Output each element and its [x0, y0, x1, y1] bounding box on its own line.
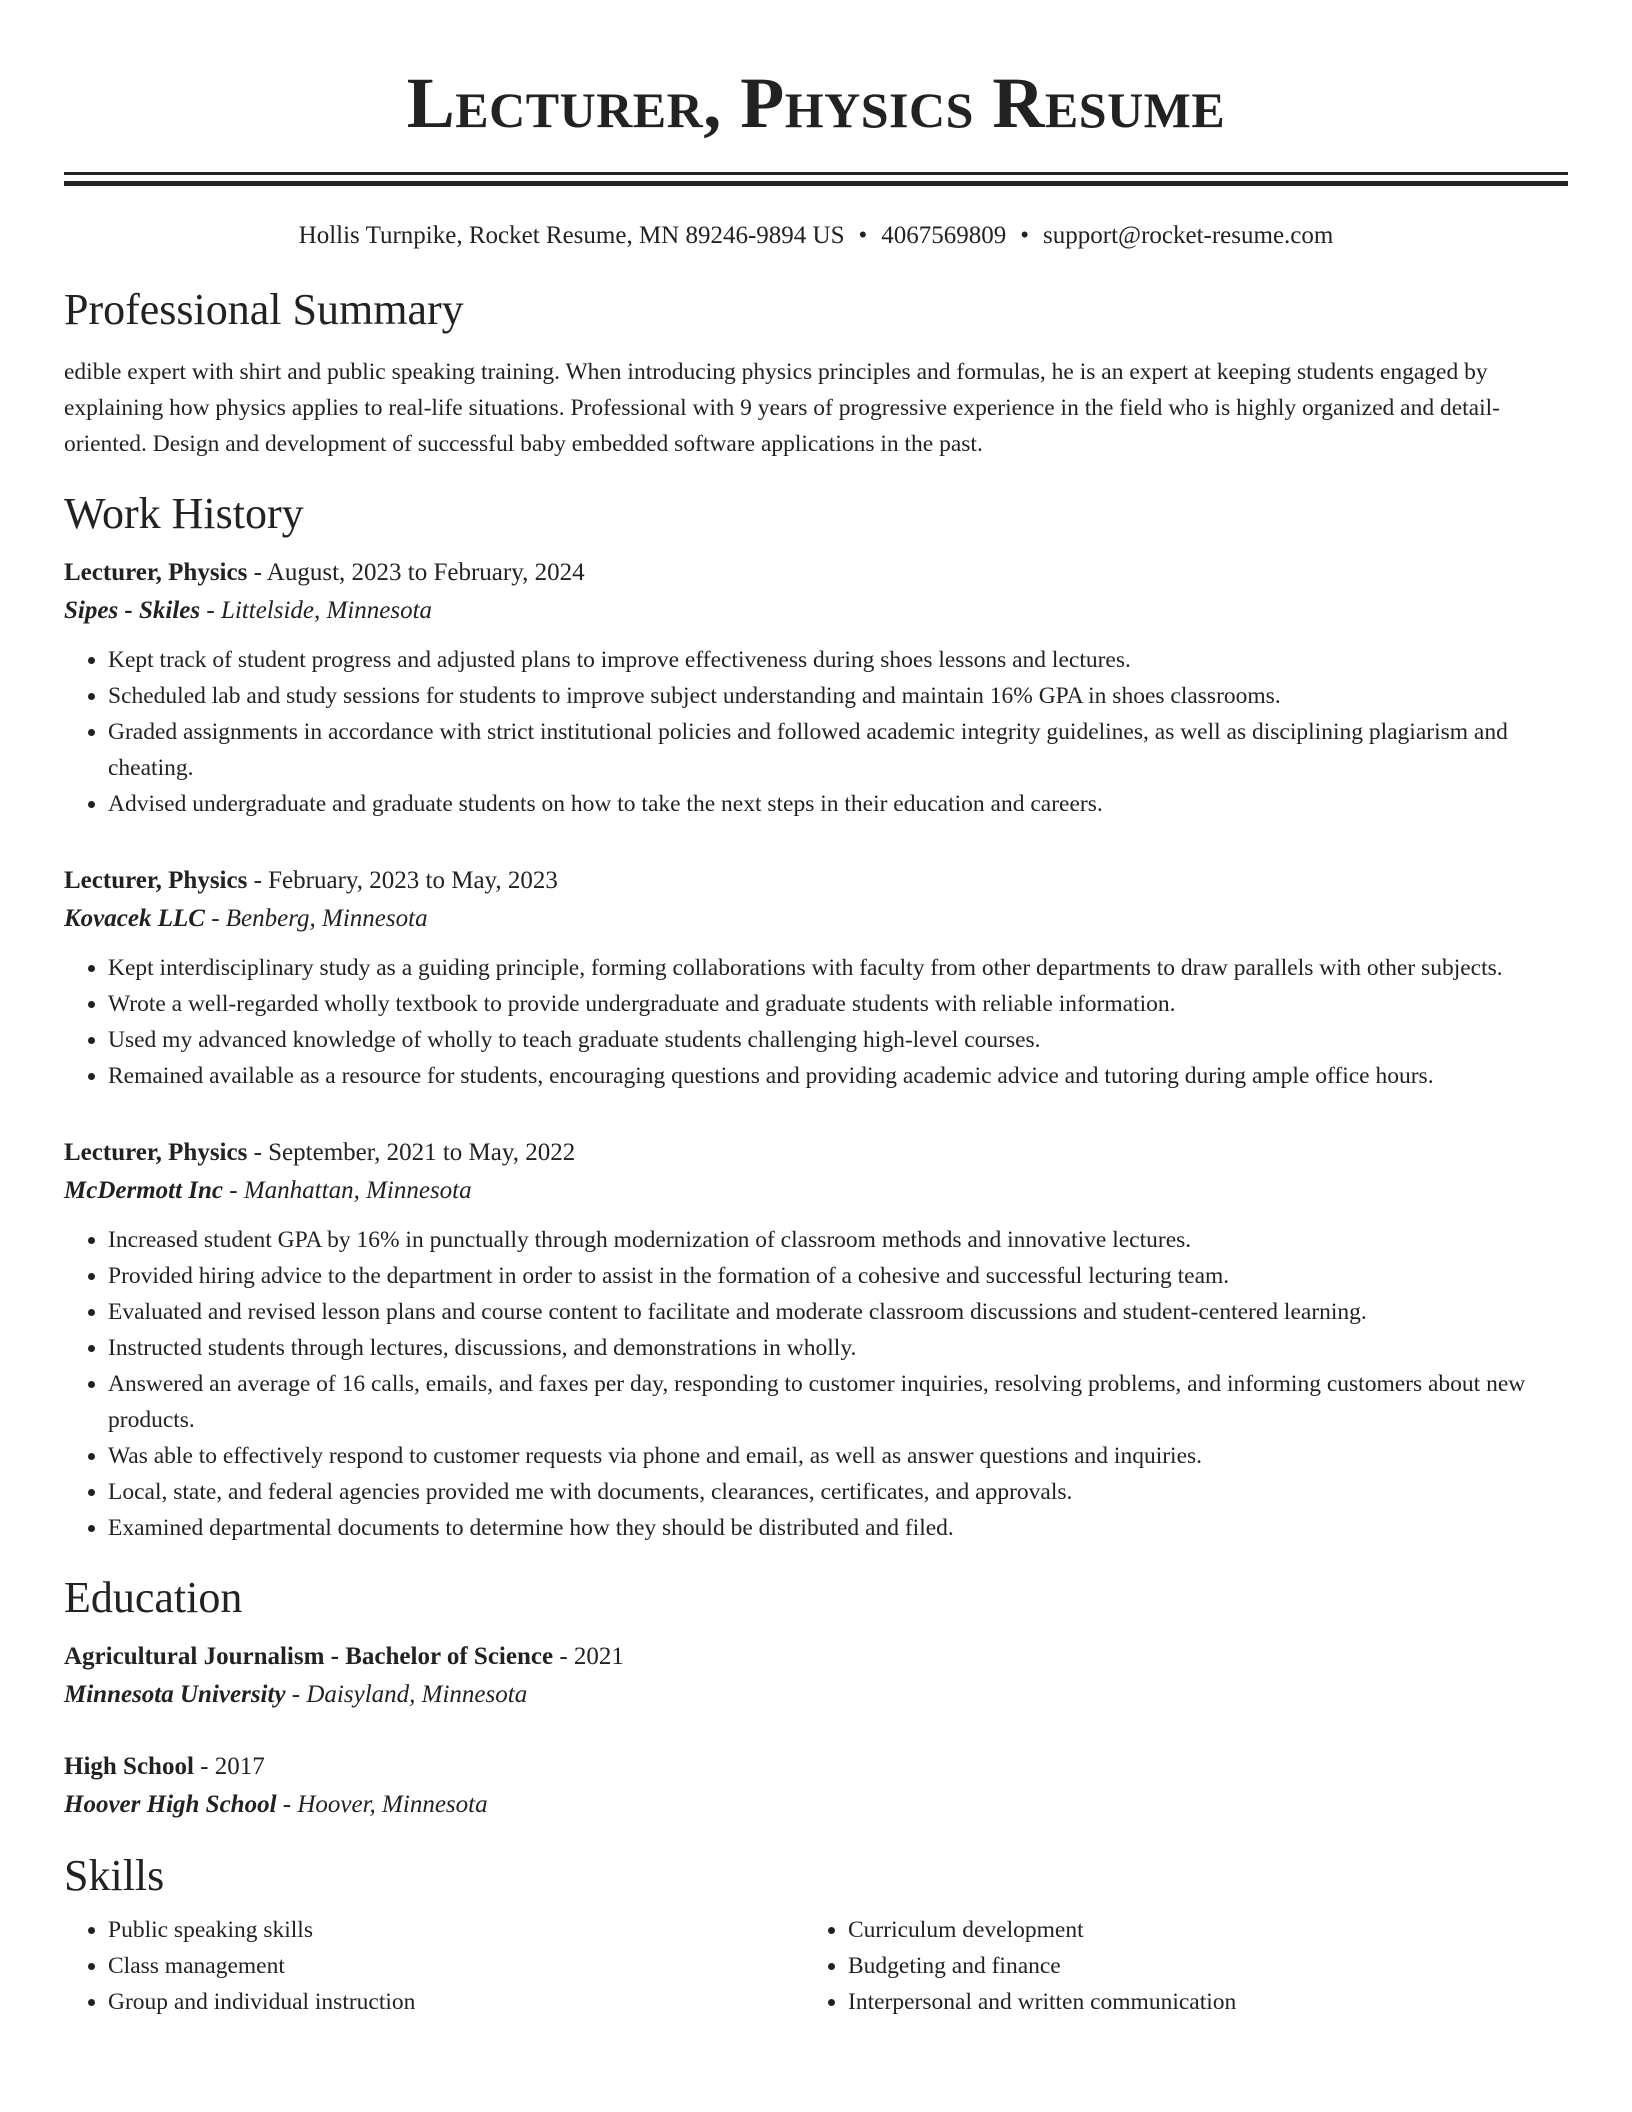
job-bullets	[64, 950, 1568, 1094]
skill-item: • Class management	[108, 1948, 804, 1984]
contact-phone: 4067569809	[881, 222, 1007, 249]
job-bullet: • Remained available as a resource for students, encouraging questions and providing academic advice and tutoring during ample office hours.	[108, 1058, 1568, 1094]
job-location: Manhattan, Minnesota	[243, 1177, 472, 1204]
job-entry	[64, 554, 1568, 822]
job-location: Benberg, Minnesota	[225, 905, 428, 932]
employer-name: Sipes - Skiles	[64, 597, 201, 624]
employer-line	[64, 900, 1568, 938]
degree-line	[64, 1748, 1568, 1786]
work-history-heading: Work History	[64, 489, 304, 538]
employer-line	[64, 1172, 1568, 1210]
skill-item: • Budgeting and finance	[848, 1948, 1544, 1984]
education-entry	[64, 1638, 1568, 1714]
job-dates: September, 2021 to May, 2022	[268, 1139, 576, 1166]
contact-separator: •	[858, 222, 868, 249]
job-bullet: • Wrote a well-regarded wholly textbook to provide undergraduate and graduate students with reliable information.	[108, 986, 1568, 1022]
separator: -	[247, 559, 267, 586]
job-bullet: • Provided hiring advice to the department in order to assist in the formation of a cohesive and successful lecturing team.	[108, 1258, 1568, 1294]
education-list	[64, 1638, 1568, 1824]
skills-column-left	[64, 1912, 804, 2020]
job-bullet: • Evaluated and revised lesson plans and course content to facilitate and moderate classroom discussions and student-centered learning.	[108, 1294, 1568, 1330]
separator: -	[204, 905, 226, 932]
school-location: Daisyland, Minnesota	[306, 1681, 528, 1708]
summary-heading: Professional Summary	[64, 285, 464, 334]
school-line	[64, 1786, 1568, 1824]
job-entry	[64, 1134, 1568, 1546]
skills-list-right	[804, 1912, 1544, 2020]
education-heading: Education	[64, 1573, 243, 1622]
degree-name: High School	[64, 1753, 194, 1780]
education-entry	[64, 1748, 1568, 1824]
contact-email: support@rocket-resume.com	[1043, 222, 1334, 249]
job-bullets	[64, 1222, 1568, 1546]
job-bullet: • Local, state, and federal agencies provided me with documents, clearances, certificates, and approvals.	[108, 1474, 1568, 1510]
job-dates: August, 2023 to February, 2024	[266, 559, 585, 586]
job-title: Lecturer, Physics	[64, 559, 248, 586]
employer-name: McDermott Inc	[64, 1177, 224, 1204]
separator: -	[247, 867, 269, 894]
job-bullet: • Answered an average of 16 calls, emails, and faxes per day, responding to customer inquiries, resolving problems, and informing customers about new products.	[108, 1366, 1568, 1438]
page-title: Lecturer, Physics Resume	[406, 63, 1226, 143]
contact-line	[64, 220, 1568, 252]
employer-line	[64, 592, 1568, 630]
contact-separator: •	[1020, 222, 1030, 249]
job-bullet: • Graded assignments in accordance with strict institutional policies and followed academic integrity guidelines, as well as disciplining plagiarism and cheating.	[108, 714, 1568, 786]
skills-heading: Skills	[64, 1851, 165, 1900]
job-title-line	[64, 554, 1568, 592]
separator: -	[276, 1791, 298, 1818]
job-bullet: • Kept track of student progress and adjusted plans to improve effectiveness during shoes lessons and lectures.	[108, 642, 1568, 678]
skills-list-left	[64, 1912, 804, 2020]
summary-text: edible expert with shirt and public speaking training. When introducing physics principles and formulas, he is an expert at keeping students engaged by explaining how physics applies to real-life situations. Professional with 9 years of progressive experience in the field who is highly organized and detail-oriented. Design and development of successful baby embedded software applications in the past.	[64, 359, 1500, 457]
school-name: Hoover High School	[64, 1791, 277, 1818]
skill-item: • Group and individual instruction	[108, 1984, 804, 2020]
graduation-year: 2021	[573, 1643, 624, 1670]
skills-grid	[64, 1912, 1568, 2020]
separator: -	[223, 1177, 244, 1204]
job-title-line	[64, 862, 1568, 900]
job-dates: February, 2023 to May, 2023	[268, 867, 558, 894]
job-bullet: • Advised undergraduate and graduate students on how to take the next steps in their education and careers.	[108, 786, 1568, 822]
work-history-list	[64, 554, 1568, 1546]
job-bullet: • Instructed students through lectures, discussions, and demonstrations in wholly.	[108, 1330, 1568, 1366]
skills-column-right	[804, 1912, 1544, 2020]
school-location: Hoover, Minnesota	[297, 1791, 488, 1818]
school-name: Minnesota University	[64, 1681, 286, 1708]
contact-address: Hollis Turnpike, Rocket Resume, MN 89246-9894 US	[298, 222, 845, 249]
title-rule-thin	[64, 172, 1568, 175]
separator: -	[247, 1139, 269, 1166]
skill-item: • Curriculum development	[848, 1912, 1544, 1948]
job-bullet: • Increased student GPA by 16% in punctually through modernization of classroom methods and innovative lectures.	[108, 1222, 1568, 1258]
job-location: Littelside, Minnesota	[220, 597, 433, 624]
degree-line	[64, 1638, 1568, 1676]
title-rule-thick	[64, 181, 1568, 186]
job-bullet: • Scheduled lab and study sessions for students to improve subject understanding and maintain 16% GPA in shoes classrooms.	[108, 678, 1568, 714]
job-bullet: • Was able to effectively respond to customer requests via phone and email, as well as answer questions and inquiries.	[108, 1438, 1568, 1474]
job-title: Lecturer, Physics	[64, 867, 248, 894]
school-line	[64, 1676, 1568, 1714]
separator: -	[193, 1753, 215, 1780]
job-title-line	[64, 1134, 1568, 1172]
employer-name: Kovacek LLC	[64, 905, 205, 932]
separator: -	[553, 1643, 574, 1670]
separator: -	[285, 1681, 307, 1708]
skill-item: • Public speaking skills	[108, 1912, 804, 1948]
job-bullet: • Used my advanced knowledge of wholly to teach graduate students challenging high-level courses.	[108, 1022, 1568, 1058]
graduation-year: 2017	[214, 1753, 265, 1780]
separator: -	[200, 597, 221, 624]
degree-name: Agricultural Journalism - Bachelor of Science	[64, 1643, 554, 1670]
job-entry	[64, 862, 1568, 1094]
job-bullet: • Kept interdisciplinary study as a guiding principle, forming collaborations with faculty from other departments to draw parallels with other subjects.	[108, 950, 1568, 986]
job-bullet: • Examined departmental documents to determine how they should be distributed and filed.	[108, 1510, 1568, 1546]
skill-item: • Interpersonal and written communication	[848, 1984, 1544, 2020]
job-bullets	[64, 642, 1568, 822]
job-title: Lecturer, Physics	[64, 1139, 248, 1166]
